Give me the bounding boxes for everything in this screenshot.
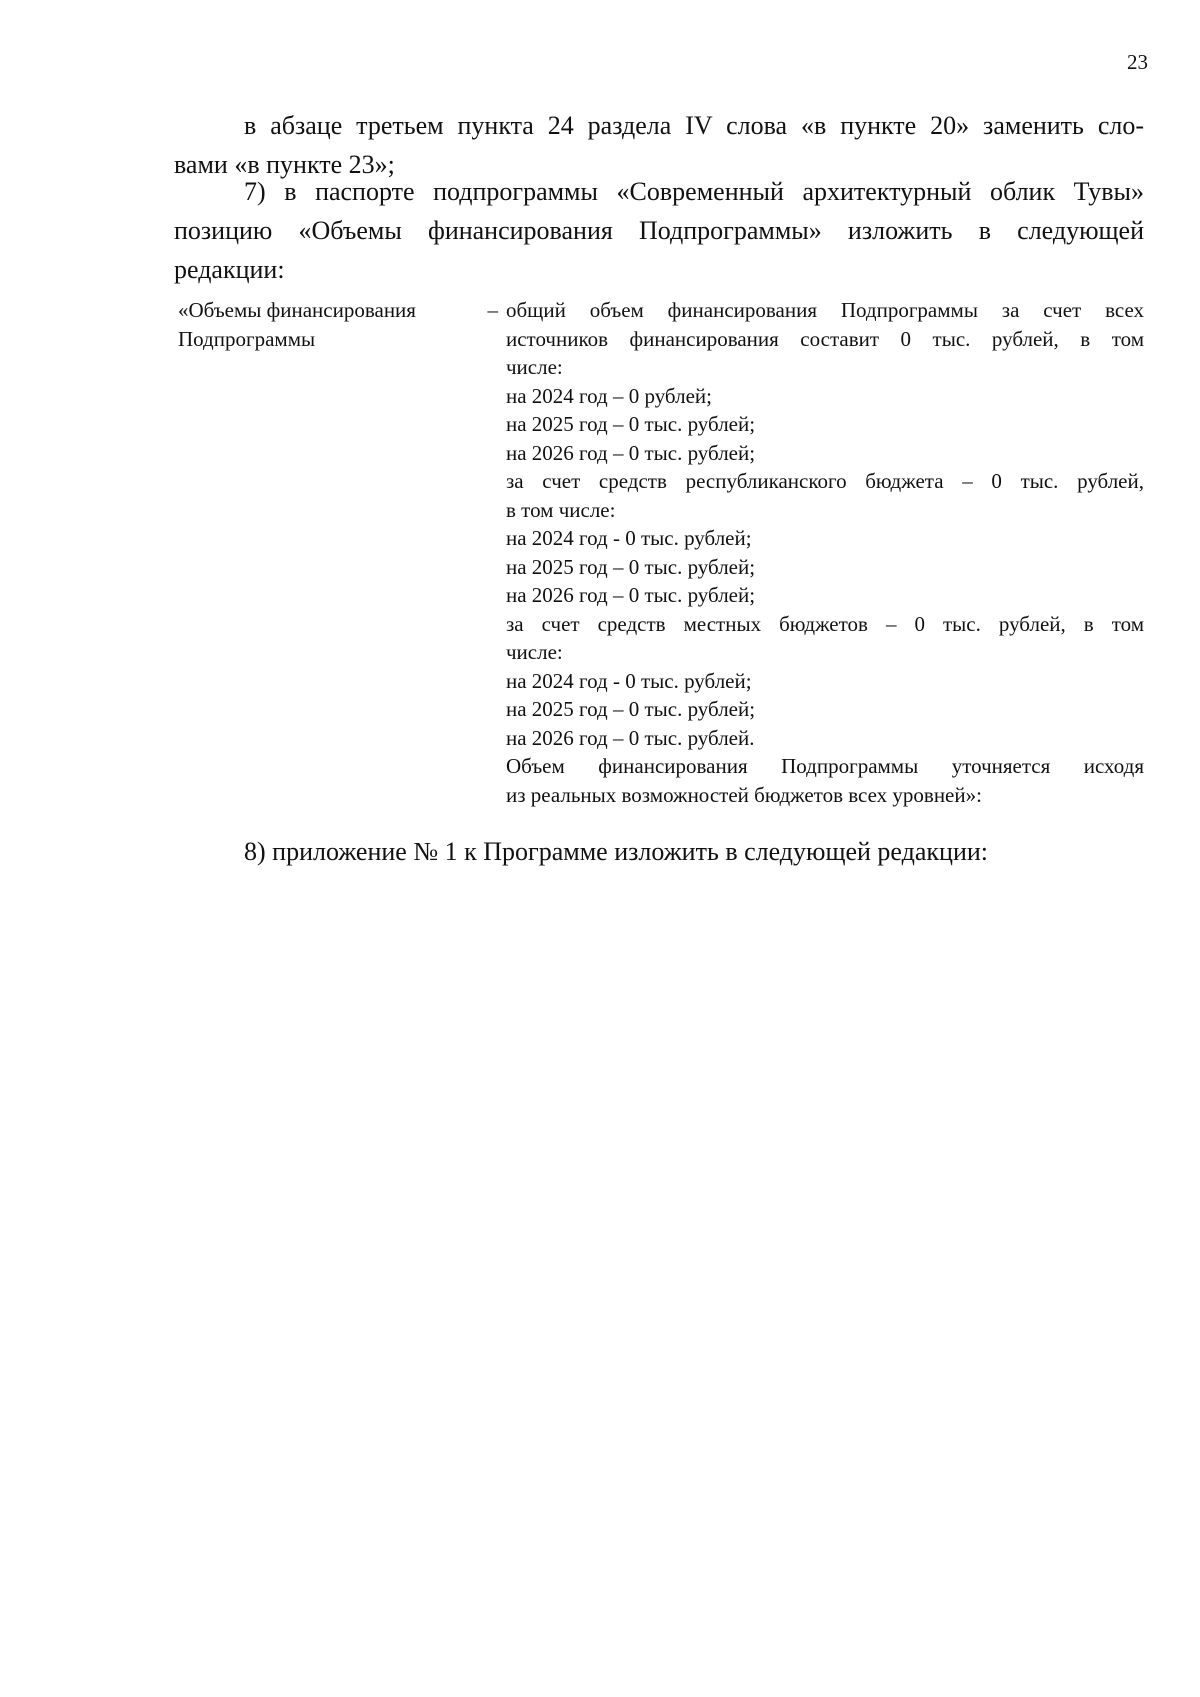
value-line: числе:: [506, 640, 563, 664]
funding-table-value-cell: [506, 296, 1144, 809]
value-line: источников финансирования составит 0 тыс. рублей, в том: [506, 326, 1144, 351]
paragraph-prilozhenie: 8) приложение № 1 к Программе изложить в следующей редакции:: [244, 837, 988, 866]
value-line: на 2024 год - 0 тыс. рублей;: [506, 526, 752, 550]
paragraph-line: вами «в пункте 23»;: [174, 150, 395, 179]
value-line: за счет средств местных бюджетов – 0 тыс. рублей, в том: [506, 611, 1144, 636]
label-text: Подпрограммы: [178, 326, 316, 351]
label-dash: –: [487, 298, 498, 322]
label-text: «Объемы финансирования: [178, 298, 416, 322]
paragraph-pasport: [174, 172, 1144, 289]
value-line: на 2025 год – 0 тыс. рублей;: [506, 554, 756, 579]
value-line: на 2026 год – 0 тыс. рублей;: [506, 583, 756, 607]
value-line: в том числе:: [506, 497, 616, 522]
value-line: на 2024 год - 0 тыс. рублей;: [506, 668, 752, 693]
value-line: на 2025 год – 0 тыс. рублей;: [506, 412, 756, 436]
paragraph-line: 7) в паспорте подпрограммы «Современный архитектурный облик Тувы»: [244, 177, 1144, 206]
value-line: общий объем финансирования Подпрограммы за счет всех: [506, 298, 1144, 322]
paragraph-line: в абзаце третьем пункта 24 раздела IV слова «в пункте 20» заменить сло-: [244, 111, 1144, 140]
paragraph-line: позицию «Объемы финансирования Подпрограммы» изложить в следующей: [174, 216, 1144, 245]
value-line: из реальных возможностей бюджетов всех уровней»:: [506, 782, 982, 807]
page-number: 23: [1127, 50, 1148, 74]
funding-table-label-cell: [178, 296, 498, 353]
paragraph-line: редакции:: [174, 255, 285, 284]
value-line: на 2026 год – 0 тыс. рублей;: [506, 440, 756, 465]
value-line: числе:: [506, 355, 563, 379]
value-line: за счет средств республиканского бюджета – 0 тыс. рублей,: [506, 469, 1144, 493]
label-row: [178, 296, 498, 325]
value-line: на 2024 год – 0 рублей;: [506, 383, 712, 408]
value-line: на 2026 год – 0 тыс. рублей.: [506, 725, 755, 750]
value-line: Объем финансирования Подпрограммы уточняется исходя: [506, 754, 1144, 778]
value-line: на 2025 год – 0 тыс. рублей;: [506, 697, 756, 721]
